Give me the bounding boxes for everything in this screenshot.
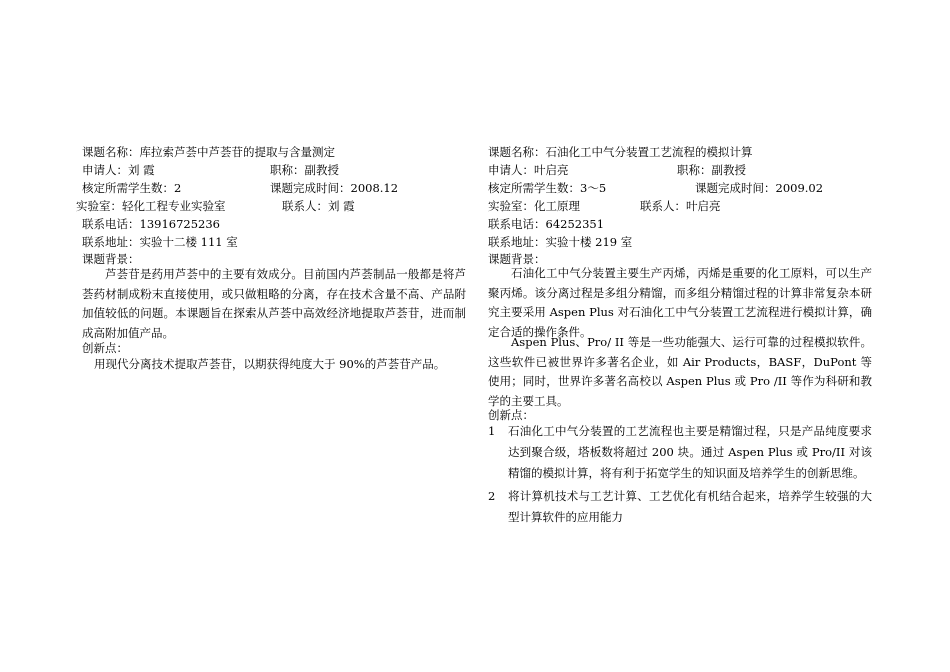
left-phone: 联系电话：13916725236 xyxy=(82,217,220,231)
innovation-list-item xyxy=(488,486,888,530)
left-background-label: 课题背景： xyxy=(82,252,140,266)
right-deadline: 课题完成时间：2009.02 xyxy=(695,181,824,195)
innovation-list-item xyxy=(488,421,888,487)
list-item-text: 将计算机技术与工艺计算、工艺优化有机结合起来，培养学生较强的大型计算软件的应用能力 xyxy=(508,489,872,524)
right-address: 联系地址：实验十楼 219 室 xyxy=(488,235,633,249)
left-rank: 职称：副教授 xyxy=(270,163,339,177)
list-item-number: 1 xyxy=(488,424,496,438)
left-student-count: 核定所需学生数：2 xyxy=(82,181,182,195)
left-address: 联系地址：实验十二楼 111 室 xyxy=(82,235,238,249)
right-lab: 实验室：化工原理 xyxy=(488,199,580,213)
right-background-label: 课题背景： xyxy=(488,252,546,266)
right-topic-title: 课题名称：石油化工中气分装置工艺流程的模拟计算 xyxy=(488,145,753,159)
right-student-count: 核定所需学生数：3～5 xyxy=(488,181,607,195)
right-background-paragraph-2: Aspen Plus、Pro/ II 等是一些功能强大、运行可靠的过程模拟软件。这些软件已被世界许多著名企业，如 Air Products，BASF，DuPont 等使用；同时，世界许多著名高校以 Aspen Plus 或 Pro /II 等作为科研和教学的主要工具。 xyxy=(488,335,872,408)
right-contact-person: 联系人：叶启亮 xyxy=(640,199,721,213)
right-rank: 职称：副教授 xyxy=(677,163,746,177)
right-innovation-label: 创新点： xyxy=(488,408,534,422)
list-item-number: 2 xyxy=(488,489,496,503)
left-background-text: 芦荟苷是药用芦荟中的主要有效成分。目前国内芦荟制品一般都是将芦荟药材制成粉末直接使用，或只做粗略的分离，存在技术含量不高、产品附加值较低的问题。本课题旨在探索从芦荟中高效经济地提取芦荟苷，进而制成高附加值产品。 xyxy=(82,267,466,340)
left-contact-person: 联系人：刘 霞 xyxy=(282,199,355,213)
right-phone: 联系电话：64252351 xyxy=(488,217,605,231)
list-item-text: 石油化工中气分装置的工艺流程也主要是精馏过程，只是产品纯度要求达到聚合级，塔板数将超过 200 块。通过 Aspen Plus 或 Pro/II 对该精馏的模拟计算，将有利于拓宽学生的知识面及培养学生的创新思维。 xyxy=(508,424,872,480)
left-lab: 实验室：轻化工程专业实验室 xyxy=(76,199,226,213)
left-applicant: 申请人：刘 霞 xyxy=(82,163,155,177)
right-background-paragraph-1: 石油化工中气分装置主要生产丙烯，丙烯是重要的化工原料，可以生产聚丙烯。该分离过程是多组分精馏，而多组分精馏过程的计算非常复杂本研究主要采用 Aspen Plus 对石油化工中气分装置工艺流程进行模拟计算，确定合适的操作条件。 xyxy=(488,266,872,339)
left-deadline: 课题完成时间：2008.12 xyxy=(270,181,399,195)
right-applicant: 申请人：叶启亮 xyxy=(488,163,569,177)
left-innovation-label: 创新点： xyxy=(82,341,128,355)
left-topic-title: 课题名称：库拉索芦荟中芦荟苷的提取与含量测定 xyxy=(82,145,335,159)
left-innovation-text: 用现代分离技术提取芦荟苷，以期获得纯度大于 90%的芦荟苷产品。 xyxy=(94,357,446,371)
